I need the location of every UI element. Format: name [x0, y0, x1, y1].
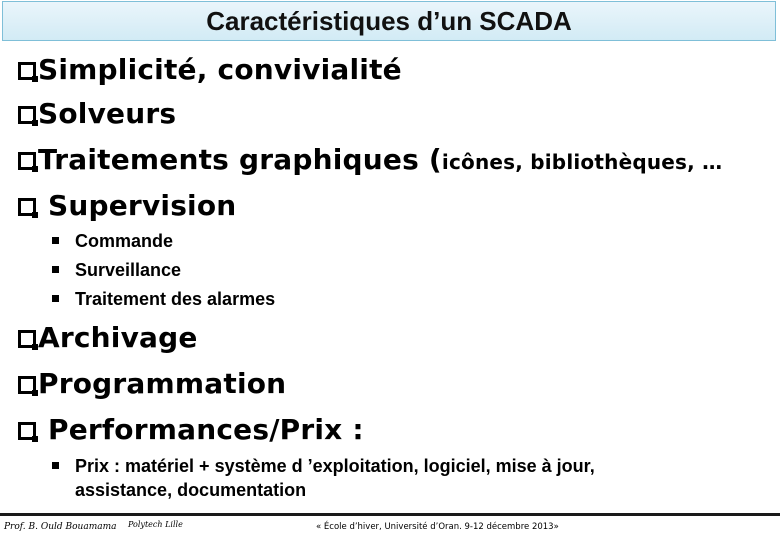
bullet-text: Programmation [38, 367, 287, 400]
sub-item-text: Traitement des alarmes [75, 289, 276, 309]
bullet-text: Performances/Prix : [48, 413, 364, 446]
sub-item-text: Surveillance [75, 260, 182, 280]
square-bullet-icon [52, 295, 59, 302]
slide-footer [0, 513, 780, 540]
square-bullet-icon [52, 266, 59, 273]
checkbox-bullet-icon [18, 62, 36, 80]
square-bullet-icon [52, 237, 59, 244]
bullet-text: Solveurs [38, 97, 177, 130]
title-bar [2, 1, 776, 41]
sub-item-surveillance [52, 260, 181, 281]
sub-item-text: Commande [75, 231, 174, 251]
bullet-text: Archivage [38, 321, 198, 354]
checkbox-bullet-icon [18, 376, 36, 394]
checkbox-bullet-icon [18, 422, 36, 440]
footer-school: Polytech Lille [128, 520, 183, 529]
slide-title: Caractéristiques d’un SCADA [206, 5, 572, 36]
bullet-text: Supervision [48, 189, 237, 222]
bullet-text: Simplicité, convivialité [38, 53, 402, 86]
checkbox-bullet-icon [18, 330, 36, 348]
square-bullet-icon [52, 462, 59, 469]
checkbox-bullet-icon [18, 152, 36, 170]
sub-item-prix [52, 454, 692, 502]
sub-item-alarmes [52, 289, 275, 310]
checkbox-bullet-icon [18, 198, 36, 216]
sub-item-commande [52, 231, 173, 252]
bullet-text: Traitements graphiques ( [38, 143, 442, 176]
checkbox-bullet-icon [18, 106, 36, 124]
sub-item-text: Prix : matériel + système d ’exploitation, logiciel, mise à jour, assistance, documentation [75, 456, 595, 500]
bullet-item-archivage [18, 321, 198, 354]
bullet-item-simplicite [18, 53, 402, 86]
bullet-item-supervision [18, 189, 236, 222]
bullet-item-traitements [18, 143, 722, 176]
footer-author: Prof. B. Ould Bouamama [4, 522, 117, 532]
footer-event: « École d’hiver, Université d’Oran. 9-12 décembre 2013» [316, 522, 559, 532]
bullet-text-small: icônes, bibliothèques, … [441, 150, 723, 174]
bullet-item-solveurs [18, 97, 176, 130]
bullet-item-performances [18, 413, 364, 446]
bullet-item-programmation [18, 367, 286, 400]
